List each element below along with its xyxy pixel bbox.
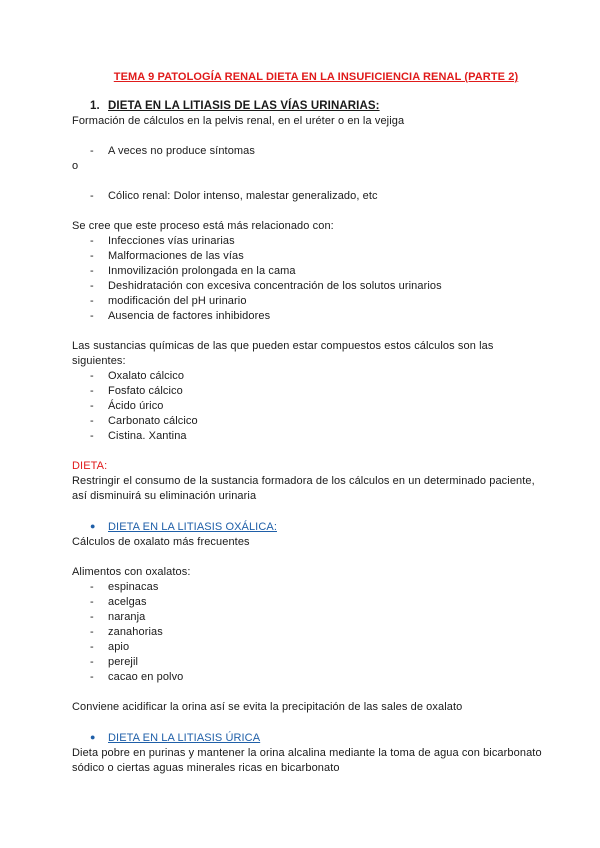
diet-text: Restringir el consumo de la sustancia formadora de los cálculos en un determinado paciente, así disminuirá su eliminación urinaria [72, 475, 535, 502]
uric-heading[interactable] [72, 730, 542, 746]
list-item: - perejil [72, 655, 542, 670]
list-item: - Cistina. Xantina [72, 429, 542, 444]
list-item: - Carbonato cálcico [72, 414, 542, 429]
intro-text: Formación de cálculos en la pelvis renal, en el uréter o en la vejiga [72, 115, 405, 127]
section-heading [72, 99, 542, 114]
oxalic-heading-text[interactable]: DIETA EN LA LITIASIS OXÁLICA: [108, 521, 277, 533]
page-title: TEMA 9 PATOLOGÍA RENAL DIETA EN LA INSUFICIENCIA RENAL (PARTE 2) [113, 71, 519, 83]
symptom-list-b [72, 189, 542, 204]
list-item: - Inmovilización prolongada en la cama [72, 264, 542, 279]
list-item: - acelgas [72, 595, 542, 610]
bullet-icon: ● [90, 521, 96, 531]
list-item: - Ácido úrico [72, 399, 542, 414]
symptom-list-a [72, 144, 542, 159]
causes-intro: Se cree que este proceso está más relacionado con: [72, 220, 334, 232]
list-item: - Cólico renal: Dolor intenso, malestar generalizado, etc [72, 189, 542, 204]
list-item: - Deshidratación con excesiva concentración de los solutos urinarios [72, 279, 542, 294]
section-heading-text: DIETA EN LA LITIASIS DE LAS VÍAS URINARIAS: [108, 100, 380, 112]
or-label: o [72, 160, 79, 172]
list-item: - Infecciones vías urinarias [72, 234, 542, 249]
list-item: - modificación del pH urinario [72, 294, 542, 309]
oxalic-advice: Conviene acidificar la orina así se evita la precipitación de las sales de oxalato [72, 701, 463, 713]
bullet-icon: ● [90, 732, 96, 742]
causes-list [72, 234, 542, 324]
foods-list [72, 580, 542, 685]
list-item: - cacao en polvo [72, 670, 542, 685]
list-item: - A veces no produce síntomas [72, 144, 542, 159]
list-item: - naranja [72, 610, 542, 625]
diet-label: DIETA: [72, 460, 108, 472]
uric-text: Dieta pobre en purinas y mantener la orina alcalina mediante la toma de agua con bicarbonato sódico o ciertas aguas minerales ricas en bicarbonato [72, 747, 542, 774]
uric-heading-text[interactable]: DIETA EN LA LITIASIS ÚRICA [108, 732, 261, 744]
foods-intro: Alimentos con oxalatos: [72, 566, 191, 578]
list-item: - zanahorias [72, 625, 542, 640]
substances-list [72, 369, 542, 444]
list-item: - Oxalato cálcico [72, 369, 542, 384]
list-item: - Fosfato cálcico [72, 384, 542, 399]
section-number: 1. [90, 100, 100, 112]
oxalic-desc: Cálculos de oxalato más frecuentes [72, 536, 250, 548]
list-item: - apio [72, 640, 542, 655]
list-item: - Ausencia de factores inhibidores [72, 309, 542, 324]
list-item: - espinacas [72, 580, 542, 595]
list-item: - Malformaciones de las vías [72, 249, 542, 264]
document-page [72, 70, 542, 776]
oxalic-heading[interactable] [72, 519, 542, 535]
substances-intro: Las sustancias químicas de las que pueden estar compuestos estos cálculos son las siguientes: [72, 340, 494, 367]
